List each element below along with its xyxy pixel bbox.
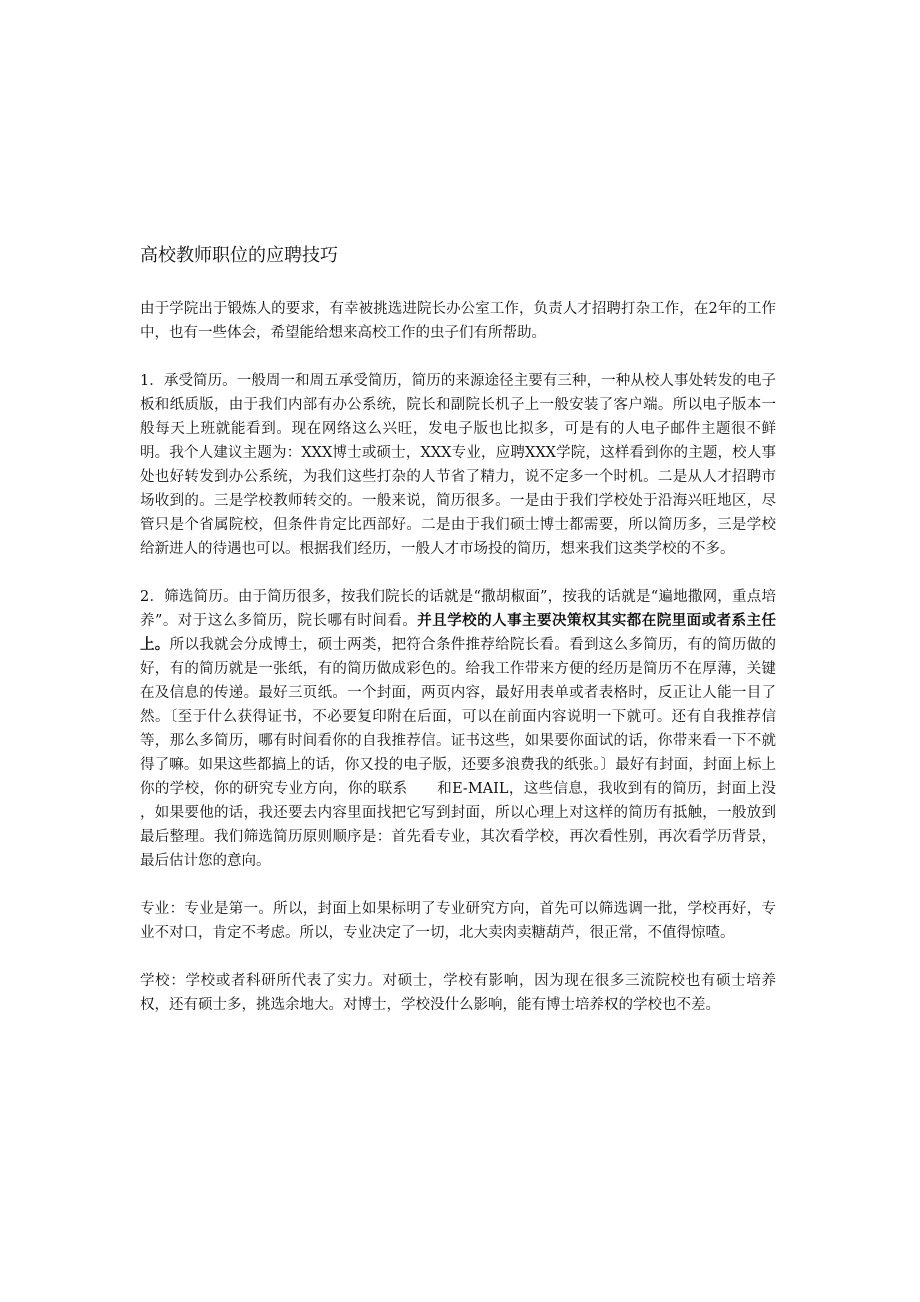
section-2-paragraph xyxy=(140,585,805,873)
document-title: 高校教师职位的应聘技巧 xyxy=(140,245,338,266)
major-paragraph: 专业：专业是第一。所以，封面上如果标明了专业研究方向，首先可以筛选调一批，学校再好，专业不对口，肯定不考虑。所以，专业决定了一切，北大卖肉卖糖葫芦，很正常，不值得惊喳。 xyxy=(140,901,776,941)
section-1-paragraph: 1．承受简历。一般周一和周五承受简历，简历的来源途径主要有三种，一种从校人事处转发的电子板和纸质版，由于我们内部有办公系统，院长和副院长机子上一般安装了客户端。所以电子版本一般每天上班就能看到。现在网络这么兴旺，发电子版也比拟多，可是有的人电子邮件主题很不鲜明。我个人建议主题为：XXX博士或硕士，XXX专业，应聘XXX学院，这样看到你的主题，校人事处也好转发到办公系统，为我们这些打杂的人节省了精力，说不定多一个时机。二是从人才招聘市场收到的。三是学校教师转交的。一般来说，简历很多。一是由于我们学校处于沿海兴旺地区，尽管只是个省属院校，但条件肯定比西部好。二是由于我们硕士博士都需要，所以简历多，三是学校给新进人的待遇也可以。根据我们经历，一般人才市场投的简历，想来我们这类学校的不多。 xyxy=(140,373,776,557)
section-2-text-start: 2．筛选简历。由于简历很多，按我们院长的话就是“撒胡椒面”，按我的话就是“遍地撒网，重点培养”。对于这么多简历，院长哪有时间看。 xyxy=(140,589,776,629)
section-2-text-end: 所以我就会分成博士，硕士两类，把符合条件推荐给院长看。看到这么多简历，有的简历做的好，有的简历就是一张纸，有的简历做成彩色的。给我工作带来方便的经历是简历不在厚薄，关键在及信息的传递。最好三页纸。一个封面，两页内容，最好用表单或者表格时，反正让人能一目了然。〔至于什么获得证书，不必要复印附在后面，可以在前面内容说明一下就可。还有自我推荐信等，那么多简历，哪有时间看你的自我推荐信。证书这些，如果要你面试的话，你带来看一下不就得了嘛。如果这些都搞上的话，你又投的电子版，还要多浪费我的纸张。〕最好有封面，封面上标上你的学校，你的研究专业方向，你的联系 和E-MAIL，这些信息，我收到有的简历，封面上没 ，如果要他的话，我还要去内容里面找把它写到封面，所以心理上对这样的简历有抵触，一般放到最后整理。我们筛选简历原则顺序是：首先看专业，其次看学校，再次看性别，再次看学历背景，最后估计您的意向。 xyxy=(140,637,805,869)
section-2-bold-text: 并且学校的人事主要决策权其实都在院里面或者系主任上。 xyxy=(140,613,777,653)
school-paragraph: 学校：学校或者科研所代表了实力。对硕士，学校有影响，因为现在很多三流院校也有硕士培养权，还有硕士多，挑选余地大。对博士，学校没什么影响，能有博士培养权的学校也不差。 xyxy=(140,973,776,1013)
document-body xyxy=(140,297,805,1041)
intro-paragraph: 由于学院出于锻炼人的要求，有幸被挑选进院长办公室工作，负责人才招聘打杂工作，在2年的工作中，也有一些体会，希望能给想来高校工作的虫子们有所帮助。 xyxy=(140,301,776,341)
